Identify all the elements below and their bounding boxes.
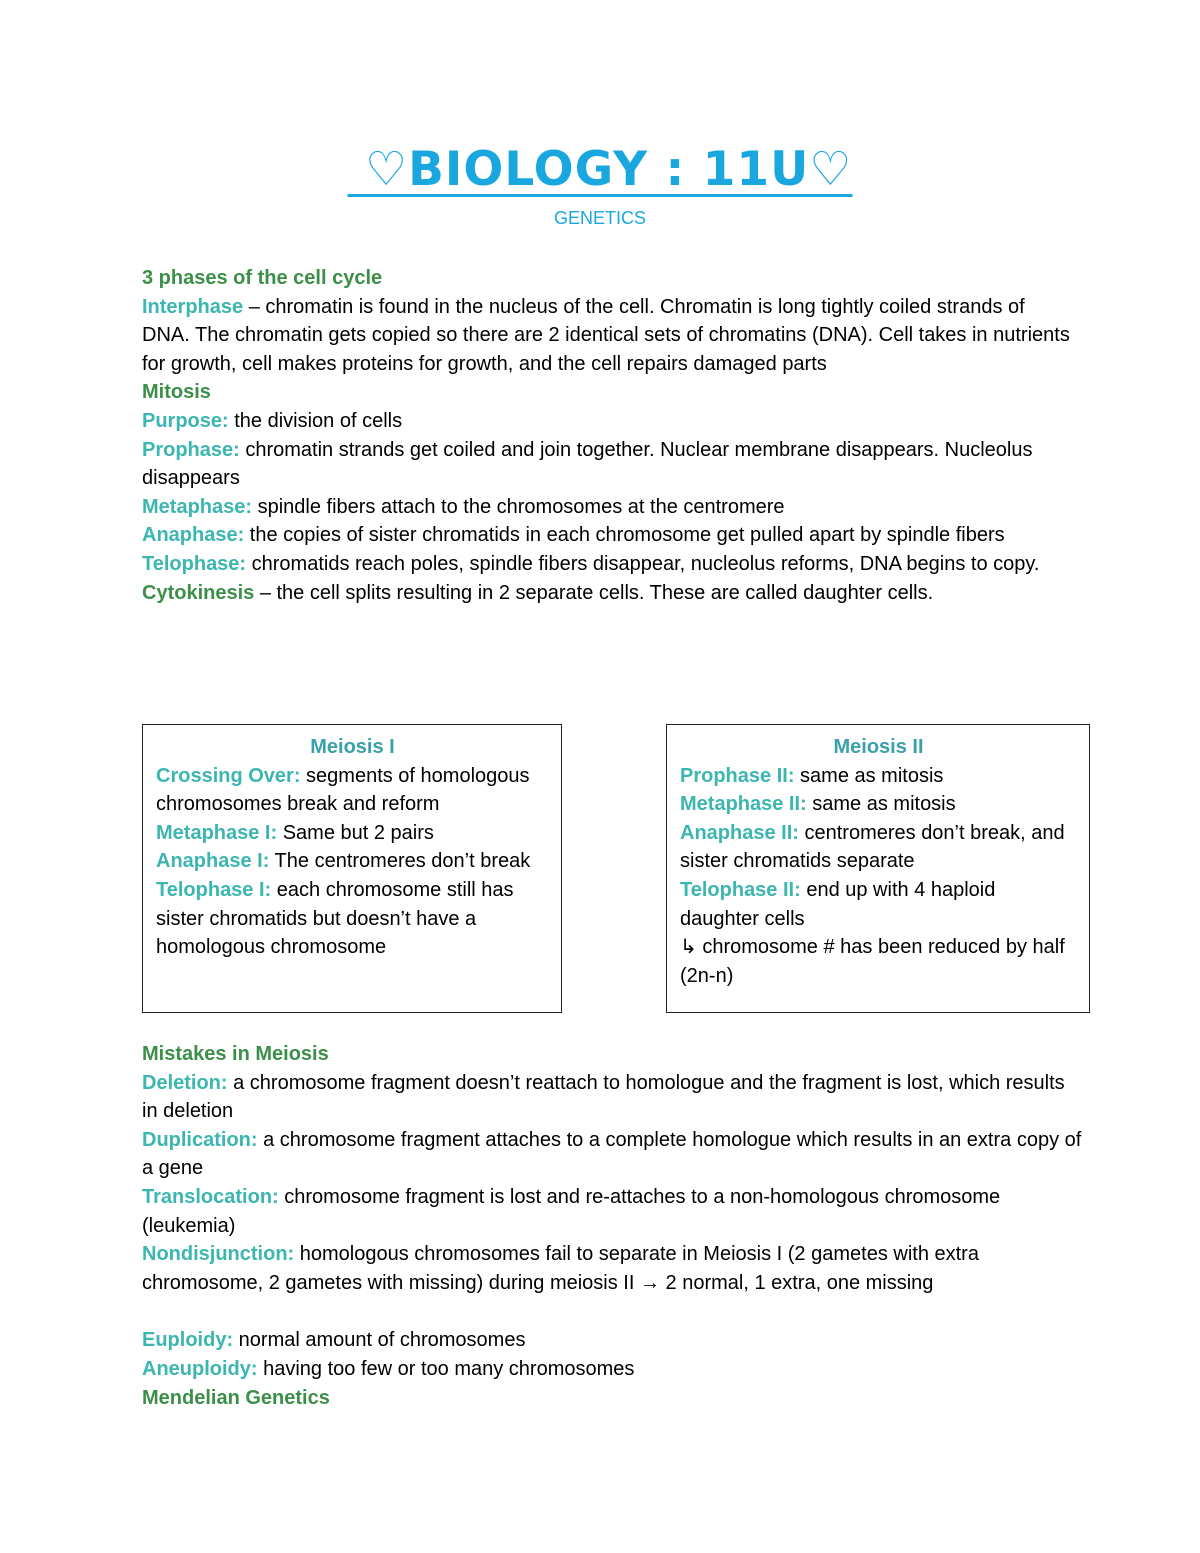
section-heading: 3 phases of the cell cycle bbox=[142, 267, 383, 289]
cytokinesis-entry bbox=[142, 579, 1072, 608]
term-label: Deletion: bbox=[142, 1071, 228, 1094]
term-text: The centromeres don’t break bbox=[269, 850, 531, 873]
anaphase-entry bbox=[142, 521, 1072, 550]
meiosis-boxes bbox=[0, 724, 1200, 1014]
anaphase-1-entry bbox=[156, 847, 549, 876]
term-text: – chromatin is found in the nucleus of the cell. Chromatin is long tightly coiled strands of DNA. The chromatin gets copied so there are 2 identical sets of chromatins (DNA). Cell takes in nutrients for growth, cell makes proteins for growth, and the cell repairs damaged parts bbox=[142, 295, 1070, 375]
mitosis-heading: Mitosis bbox=[142, 381, 211, 404]
box-heading: Meiosis I bbox=[310, 736, 395, 758]
telophase-1-entry bbox=[156, 876, 549, 962]
term-label: Metaphase I: bbox=[156, 821, 278, 844]
prophase-2-entry bbox=[680, 762, 1077, 791]
term-text: same as mitosis bbox=[806, 793, 956, 816]
term-label: Metaphase: bbox=[142, 495, 253, 518]
deletion-entry bbox=[142, 1069, 1082, 1126]
term-text: a chromosome fragment attaches to a complete homologue which results in an extra copy of a gene bbox=[142, 1128, 1082, 1180]
term-label: Anaphase II: bbox=[680, 821, 799, 844]
term-text: having too few or too many chromosomes bbox=[257, 1357, 635, 1380]
cell-cycle-section bbox=[142, 264, 1072, 607]
term-label: Crossing Over: bbox=[156, 764, 301, 787]
section-heading: Mistakes in Meiosis bbox=[142, 1043, 329, 1065]
term-text: homologous chromosomes fail to separate in Meiosis I (2 gametes with extra chromosome, 2 gametes with missing) during meiosis II → 2 normal, 1 extra, one missing bbox=[142, 1243, 979, 1294]
metaphase-1-entry bbox=[156, 819, 549, 848]
aneuploidy-entry bbox=[142, 1355, 1082, 1384]
euploidy-entry bbox=[142, 1326, 1082, 1355]
metaphase-2-entry bbox=[680, 790, 1077, 819]
term-label: Telophase II: bbox=[680, 878, 801, 901]
term-label: Telophase I: bbox=[156, 878, 272, 901]
purpose-entry bbox=[142, 407, 1072, 436]
box-heading: Meiosis II bbox=[833, 736, 924, 758]
term-text: each chromosome still has sister chromatids but doesn’t have a homologous chromosome bbox=[156, 878, 514, 959]
term-label: Prophase: bbox=[142, 438, 240, 461]
term-label: Euploidy: bbox=[142, 1329, 234, 1352]
term-label: Aneuploidy: bbox=[142, 1357, 258, 1380]
term-label: Cytokinesis bbox=[142, 581, 255, 604]
term-text: the copies of sister chromatids in each chromosome get pulled apart by spindle fibers bbox=[244, 524, 1005, 547]
term-text: the division of cells bbox=[228, 409, 403, 432]
telophase-entry bbox=[142, 550, 1072, 579]
title-text: ♡BIOLOGY : 11U♡ bbox=[347, 142, 853, 197]
meiosis-1-box bbox=[142, 724, 562, 1013]
spacer bbox=[142, 1297, 1082, 1326]
term-text: segments of homologous chromosomes break and reform bbox=[156, 764, 530, 816]
term-text: a chromosome fragment doesn’t reattach to homologue and the fragment is lost, which results in deletion bbox=[142, 1071, 1065, 1123]
interphase-entry bbox=[142, 293, 1072, 379]
nondisjunction-entry bbox=[142, 1240, 1082, 1297]
anaphase-2-entry bbox=[680, 819, 1077, 876]
term-text: chromatin strands get coiled and join together. Nuclear membrane disappears. Nucleolus disappears bbox=[142, 438, 1033, 490]
metaphase-entry bbox=[142, 493, 1072, 522]
prophase-entry bbox=[142, 436, 1072, 493]
term-text: same as mitosis bbox=[794, 764, 944, 787]
term-label: Duplication: bbox=[142, 1128, 258, 1151]
term-label: Purpose: bbox=[142, 409, 229, 432]
term-text: normal amount of chromosomes bbox=[233, 1329, 526, 1352]
mistakes-section bbox=[142, 1040, 1082, 1412]
term-label: Nondisjunction: bbox=[142, 1243, 295, 1266]
duplication-entry bbox=[142, 1126, 1082, 1183]
term-label: Metaphase II: bbox=[680, 793, 807, 816]
term-label: Translocation: bbox=[142, 1185, 279, 1208]
term-label: Interphase bbox=[142, 295, 244, 318]
term-text: Same but 2 pairs bbox=[277, 821, 434, 844]
term-text: chromatids reach poles, spindle fibers disappear, nucleolus reforms, DNA begins to copy. bbox=[246, 552, 1040, 575]
term-text: end up with 4 haploid daughter cells bbox=[680, 878, 996, 930]
term-text: centromeres don’t break, and sister chromatids separate bbox=[680, 821, 1065, 873]
term-label: Telophase: bbox=[142, 552, 247, 575]
mendelian-heading: Mendelian Genetics bbox=[142, 1386, 330, 1409]
term-label: Prophase II: bbox=[680, 764, 795, 787]
page-subtitle: GENETICS bbox=[553, 208, 646, 228]
term-text: chromosome fragment is lost and re-attaches to a non-homologous chromosome (leukemia) bbox=[142, 1185, 1001, 1237]
term-text: spindle fibers attach to the chromosomes at the centromere bbox=[252, 495, 785, 518]
term-label: Anaphase: bbox=[142, 524, 245, 547]
page-title bbox=[0, 142, 1200, 197]
translocation-entry bbox=[142, 1183, 1082, 1240]
term-label: Anaphase I: bbox=[156, 850, 270, 873]
reduction-note: ↳ chromosome # has been reduced by half (2n-n) bbox=[680, 936, 1065, 987]
term-text: – the cell splits resulting in 2 separate cells. These are called daughter cells. bbox=[254, 581, 934, 604]
telophase-2-entry bbox=[680, 876, 1077, 933]
crossing-over-entry bbox=[156, 762, 549, 819]
meiosis-2-box bbox=[666, 724, 1090, 1013]
